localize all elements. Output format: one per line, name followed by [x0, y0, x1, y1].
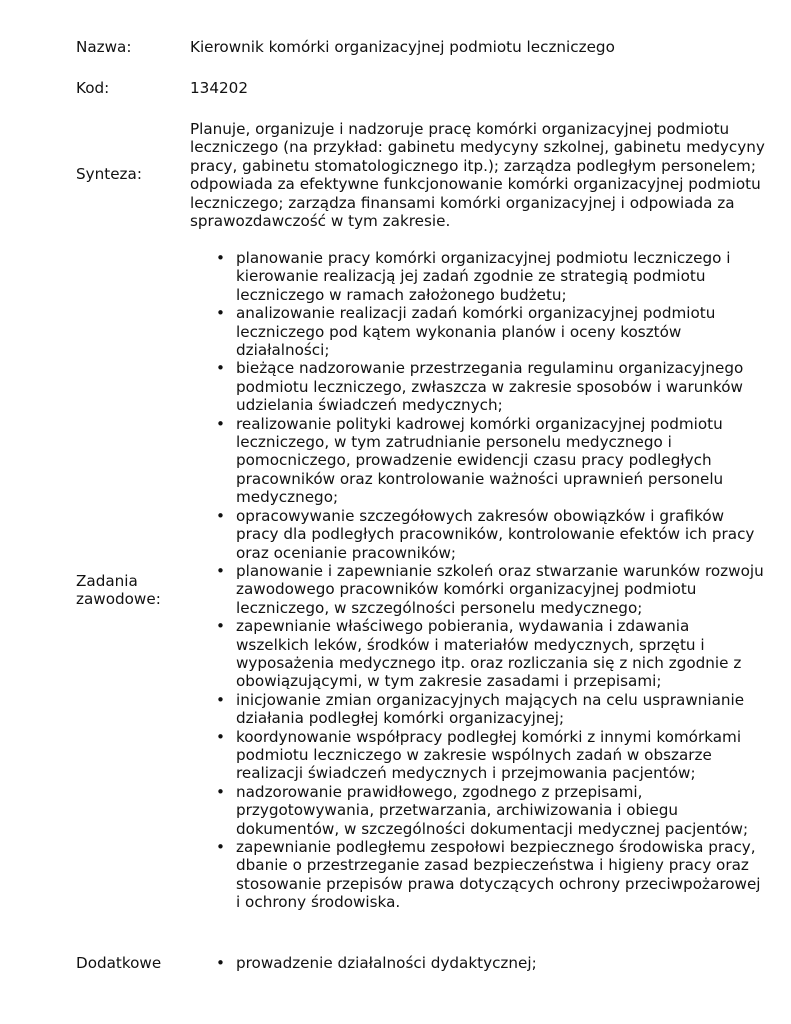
task-text: nadzorowanie prawidłowego, zgodnego z przepisami, przygotowywania, przetwarzania, archiwizowania i obiegu dokumentów, w szczególności dokumentacji medycznej pacjentów; [236, 782, 749, 838]
bullet-icon: • [216, 304, 225, 323]
bullet-icon: • [216, 838, 225, 856]
bullet-icon: • [216, 954, 225, 972]
task-item [190, 415, 765, 507]
name-label: Nazwa: [76, 38, 132, 56]
bullet-icon: • [216, 359, 225, 378]
bullet-icon: • [216, 727, 225, 746]
task-text: zapewnianie właściwego pobierania, wydawania i zdawania wszelkich leków, środków i materiałów medycznych, sprzętu i wyposażenia medycznego itp. oraz rozliczania się z nich zgodnie z obowiązującymi, w tym zakresie zasadami i przepisami; [236, 617, 742, 691]
bullet-icon: • [216, 561, 225, 580]
task-item [190, 728, 765, 783]
task-item [190, 359, 765, 414]
task-text: inicjowanie zmian organizacyjnych mających na celu usprawnianie działania podległej komórki organizacyjnej; [236, 690, 745, 728]
bullet-icon: • [216, 690, 225, 709]
task-item [190, 617, 765, 691]
task-item [190, 507, 765, 562]
additional-label: Dodatkowe [76, 954, 162, 972]
synthesis-label: Synteza: [76, 165, 142, 183]
bullet-icon: • [216, 506, 225, 525]
tasks-list [190, 249, 765, 912]
additional-text: prowadzenie działalności dydaktycznej; [236, 954, 537, 972]
bullet-icon: • [216, 249, 225, 267]
bullet-icon: • [216, 782, 225, 801]
task-text: analizowanie realizacji zadań komórki organizacyjnej podmiotu leczniczego pod kątem wykonania planów i oceny kosztów działalności; [236, 304, 716, 360]
task-text: realizowanie polityki kadrowej komórki organizacyjnej podmiotu leczniczego, w tym zatrudnianie personelu medycznego i pomocniczego, prowadzenie ewidencji czasu pracy podległych pracowników oraz kontrolowanie ważności uprawnień personelu medycznego; [236, 414, 724, 507]
task-item [190, 562, 765, 617]
task-item [190, 691, 765, 728]
task-text: planowanie pracy komórki organizacyjnej podmiotu leczniczego i kierowanie realizacją jej zadań zgodnie ze strategią podmiotu leczniczego w ramach założonego budżetu; [236, 249, 731, 304]
additional-item [190, 954, 765, 972]
synthesis-value: Planuje, organizuje i nadzoruje pracę komórki organizacyjnej podmiotu leczniczego (na przykład: gabinetu medycyny szkolnej, gabinetu medycyny pracy, gabinetu stomatologicznego itp.); zarządza podległym personelem; odpowiada za efektywne funkcjonowanie komórki organizacyjnej podmiotu leczniczego; zarządza finansami komórki organizacyjnej i odpowiada za sprawozdawczość w tym zakresie. [190, 120, 765, 231]
bullet-icon: • [216, 617, 225, 636]
additional-list [190, 954, 765, 972]
tasks-label: Zadania zawodowe: [76, 572, 161, 609]
task-text: opracowywanie szczegółowych zakresów obowiązków i grafików pracy dla podległych pracowników, kontrolowanie efektów ich pracy oraz ocenianie pracowników; [236, 506, 755, 562]
code-value: 134202 [190, 79, 248, 97]
task-item [190, 838, 765, 912]
task-item [190, 783, 765, 838]
task-text: zapewnianie podległemu zespołowi bezpiecznego środowiska pracy, dbanie o przestrzeganie zasad bezpieczeństwa i higieny pracy oraz stosowanie przepisów prawa dotyczących ochrony przeciwpożarowej i ochrony środowiska. [236, 838, 761, 912]
code-label: Kod: [76, 79, 110, 97]
task-item [190, 304, 765, 359]
task-text: bieżące nadzorowanie przestrzegania regulaminu organizacyjnego podmiotu leczniczego, zwłaszcza w zakresie sposobów i warunków udzielania świadczeń medycznych; [236, 359, 744, 415]
task-text: planowanie i zapewnianie szkoleń oraz stwarzanie warunków rozwoju zawodowego pracowników komórki organizacyjnej podmiotu leczniczego, w szczególności personelu medycznego; [236, 561, 764, 617]
name-value: Kierownik komórki organizacyjnej podmiotu leczniczego [190, 38, 615, 56]
task-text: koordynowanie współpracy podległej komórki z innymi komórkami podmiotu leczniczego w zakresie wspólnych zadań w obszarze realizacji świadczeń medycznych i przejmowania pacjentów; [236, 727, 742, 783]
task-item [190, 249, 765, 304]
bullet-icon: • [216, 414, 225, 433]
